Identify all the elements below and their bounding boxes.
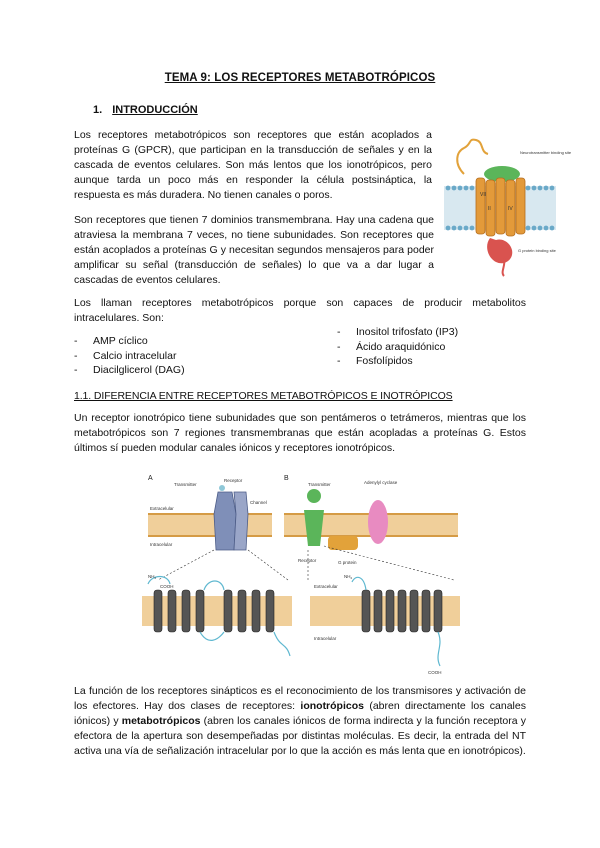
metabolite-list-left bbox=[74, 334, 185, 378]
label-adenylyl: Adenylyl cyclase bbox=[364, 480, 398, 485]
metabolite-list-right bbox=[337, 325, 458, 369]
g-protein-binding-site bbox=[487, 238, 512, 263]
bold-term-metabotropicos: metabotrópicos bbox=[121, 715, 201, 727]
subsection-heading: 1.1. DIFERENCIA ENTRE RECEPTORES METABOTRÓPICOS E INOTRÓPICOS bbox=[74, 390, 453, 402]
list-item: - Ácido araquidónico bbox=[337, 340, 458, 355]
n-terminus-chain bbox=[457, 140, 488, 174]
paragraph-diferencia: Un receptor ionotrópico tiene subunidades que son pentámeros o tetrámeros, mientras que los metabotrópicos son 7 regiones transmembranas que están acopladas a proteínas G. Estos últimos sí pueden modular canales iónicos y receptores ionotrópicos. bbox=[74, 412, 526, 454]
helix-label: II bbox=[488, 206, 491, 212]
text-run: (abren directamente los canales iónicos) y bbox=[74, 700, 526, 727]
label-transmitter-a: Transmitter bbox=[174, 482, 197, 487]
label-extracelular: Extracelular bbox=[150, 506, 174, 511]
label-transmitter-b: Transmitter bbox=[308, 482, 331, 487]
panel-label-a: A bbox=[148, 475, 153, 482]
text-run: La función de los receptores sinápticos es el reconocimiento de los transmisores y activación de los efectores. Hay dos clases de receptores: bbox=[74, 685, 526, 712]
helix-label: VII bbox=[480, 192, 487, 198]
list-item: - Fosfolípidos bbox=[337, 354, 458, 369]
transmitter-b-icon bbox=[307, 489, 321, 503]
text-run: (abren los canales iónicos de forma indirecta y la función receptora y efectora de la apertura son desempeñadas por distintas moléculas. Es decir, la entrada del NT activa una vía de señalización intracelular por lo que la acción es más lenta que en ionotrópicos). bbox=[74, 715, 526, 757]
section-number: 1. bbox=[93, 104, 103, 116]
label-g-protein: G protein bbox=[338, 560, 357, 565]
label-binding-site: Neurotransmitter binding site bbox=[520, 150, 572, 155]
helix-label: IV bbox=[508, 206, 513, 212]
page-title: TEMA 9: LOS RECEPTORES METABOTRÓPICOS bbox=[164, 72, 436, 84]
transmembrane-helices bbox=[476, 178, 525, 236]
list-item: - AMP cíclico bbox=[74, 334, 185, 349]
paragraph-7tm: Son receptores que tienen 7 dominios transmembrana. Hay una cadena que atraviesa la membrana 7 veces, no tiene subunidades. Son receptores que están acoplados a proteínas G y necesitan segundos mensajeros para poder amplificar su señal (transducción de señales) lo que va a dar lugar a cascadas de eventos celulares. bbox=[74, 214, 434, 286]
label-cooh-b: COOH bbox=[428, 670, 442, 675]
label-extracelular-2: Extracelular bbox=[314, 584, 338, 589]
label-nh2-b: $NH_2$ bbox=[344, 574, 353, 580]
list-item: - Diacilglicerol (DAG) bbox=[74, 363, 185, 378]
receptor-comparison-figure bbox=[138, 470, 466, 680]
bold-term-ionotropicos: ionotrópicos bbox=[300, 700, 364, 712]
paragraph-intro: Los receptores metabotrópicos son receptores que están acoplados a proteínas G (GPCR), que participan en la transducción de señales y en la cascada de eventos celulares. Son más lentos que los ionotrópicos, pero aunque tarda un poco más en responder la célula postsináptica, la respuesta es más duradera. No tienen canales o poros. bbox=[74, 129, 432, 201]
label-channel: Channel bbox=[250, 500, 267, 505]
section-heading-introduccion bbox=[93, 104, 198, 116]
label-g-protein-site: G protein binding site bbox=[518, 248, 556, 253]
metabotropic-helices bbox=[362, 590, 442, 632]
label-receptor-b: Receptor bbox=[298, 558, 317, 563]
ionotropic-channel bbox=[214, 492, 236, 550]
label-nh2: $NH_2$ bbox=[148, 574, 157, 580]
adenylyl-cyclase-shape bbox=[368, 500, 388, 544]
label-intracelular-2: Intracelular bbox=[314, 636, 337, 641]
label-receptor-a: Receptor bbox=[224, 478, 243, 483]
panel-label-b: B bbox=[284, 475, 289, 482]
list-item: - Calcio intracelular bbox=[74, 349, 185, 364]
list-item: - Inositol trifosfato (IP3) bbox=[337, 325, 458, 340]
gpcr-figure bbox=[444, 134, 572, 280]
projection-lines bbox=[158, 546, 454, 580]
paragraph-metabolitos: Los llaman receptores metabotrópicos porque son capaces de producir metabolitos intracelulares. Son: bbox=[74, 297, 526, 324]
g-protein-shape bbox=[328, 536, 358, 550]
label-cooh: COOH bbox=[160, 584, 174, 589]
label-intracelular: Intracelular bbox=[150, 542, 173, 547]
paragraph-funcion bbox=[74, 684, 526, 759]
section-title: INTRODUCCIÓN bbox=[112, 104, 198, 116]
membrane-a bbox=[148, 514, 272, 536]
